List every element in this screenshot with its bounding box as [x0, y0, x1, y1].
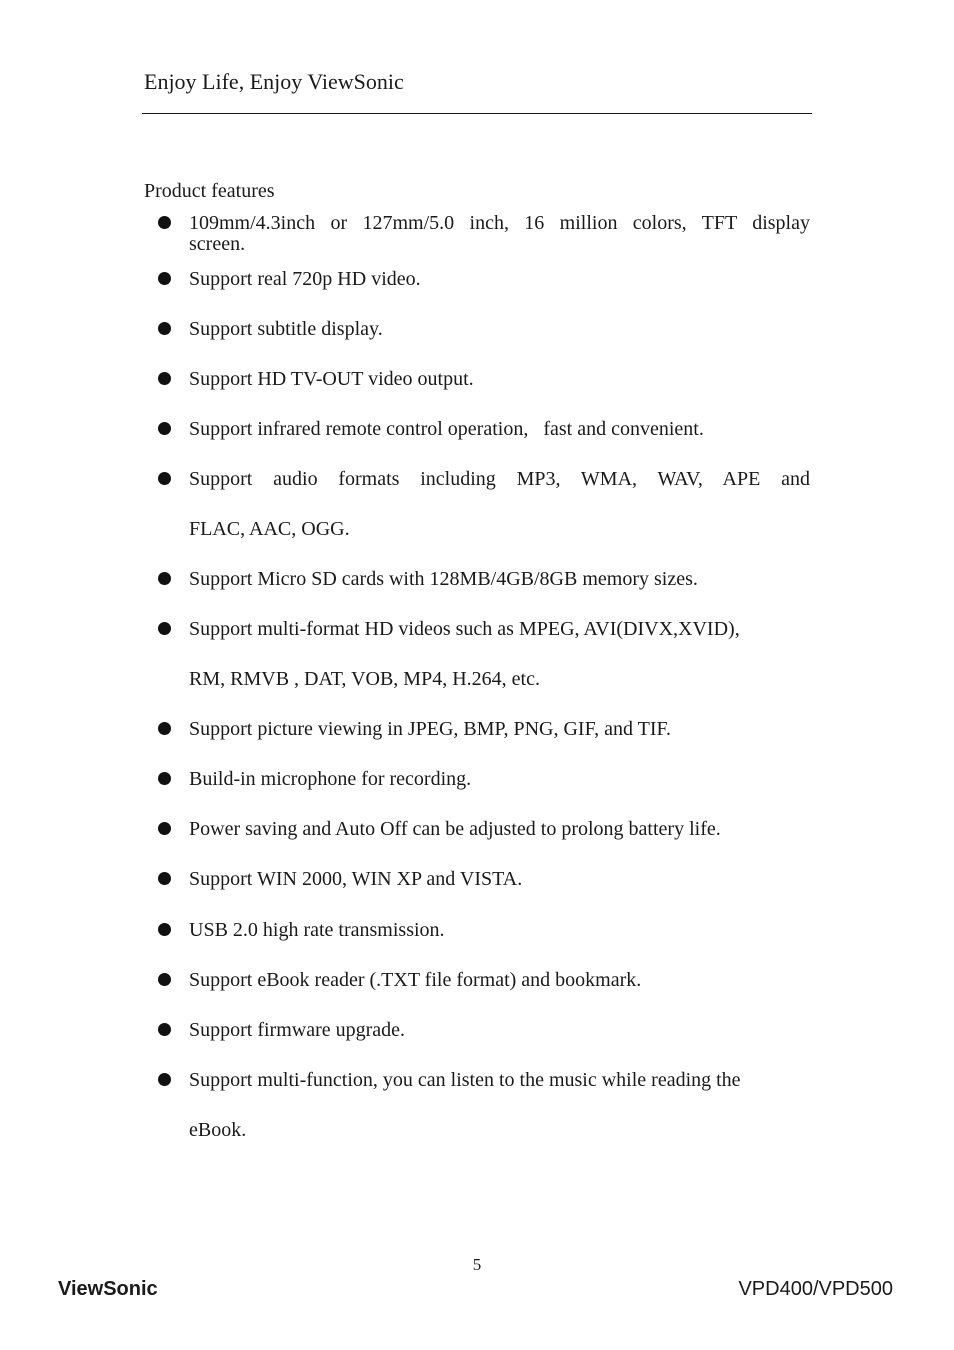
footer-model: VPD400/VPD500 [738, 1278, 893, 1300]
section-title: Product features [144, 180, 275, 202]
bullet-icon [158, 372, 171, 385]
bullet-icon [158, 1023, 171, 1036]
bullet-icon [158, 822, 171, 835]
feature-item-16-line-1: Support multi-function, you can listen to the music while reading the [189, 1069, 741, 1091]
bullet-icon [158, 622, 171, 635]
bullet-icon [158, 322, 171, 335]
feature-item-6-line-1: Support audio formats including MP3, WMA, WAV, APE and [189, 468, 810, 490]
bullet-icon [158, 872, 171, 885]
header-divider [142, 113, 812, 114]
feature-item-12: Support WIN 2000, WIN XP and VISTA. [189, 868, 523, 890]
bullet-icon [158, 1073, 171, 1086]
feature-item-4: Support HD TV-OUT video output. [189, 368, 474, 390]
bullet-icon [158, 422, 171, 435]
feature-item-1-line-2: screen. [189, 233, 246, 255]
feature-item-5: Support infrared remote control operation, fast and convenient. [189, 418, 704, 440]
footer-brand: ViewSonic [58, 1278, 158, 1300]
feature-item-10: Build-in microphone for recording. [189, 768, 472, 790]
bullet-icon [158, 472, 171, 485]
feature-item-11: Power saving and Auto Off can be adjusted to prolong battery life. [189, 818, 721, 840]
feature-item-15: Support firmware upgrade. [189, 1019, 406, 1041]
feature-item-3: Support subtitle display. [189, 318, 383, 340]
feature-item-16-line-2: eBook. [189, 1119, 247, 1141]
feature-item-2: Support real 720p HD video. [189, 268, 421, 290]
bullet-icon [158, 973, 171, 986]
feature-item-7: Support Micro SD cards with 128MB/4GB/8GB memory sizes. [189, 568, 698, 590]
feature-item-9: Support picture viewing in JPEG, BMP, PNG, GIF, and TIF. [189, 718, 672, 740]
feature-item-8-line-1: Support multi-format HD videos such as MPEG, AVI(DIVX,XVID), [189, 618, 740, 640]
feature-item-14: Support eBook reader (.TXT file format) and bookmark. [189, 969, 642, 991]
bullet-icon [158, 722, 171, 735]
feature-item-1-line-1: 109mm/4.3inch or 127mm/5.0 inch, 16 million colors, TFT display [189, 212, 810, 234]
bullet-icon [158, 272, 171, 285]
bullet-icon [158, 923, 171, 936]
bullet-icon [158, 216, 171, 229]
feature-item-8-line-2: RM, RMVB , DAT, VOB, MP4, H.264, etc. [189, 668, 540, 690]
feature-item-6-line-2: FLAC, AAC, OGG. [189, 518, 350, 540]
bullet-icon [158, 772, 171, 785]
bullet-icon [158, 572, 171, 585]
page-number: 5 [472, 1255, 482, 1274]
header-title: Enjoy Life, Enjoy ViewSonic [144, 69, 404, 94]
feature-item-13: USB 2.0 high rate transmission. [189, 919, 445, 941]
